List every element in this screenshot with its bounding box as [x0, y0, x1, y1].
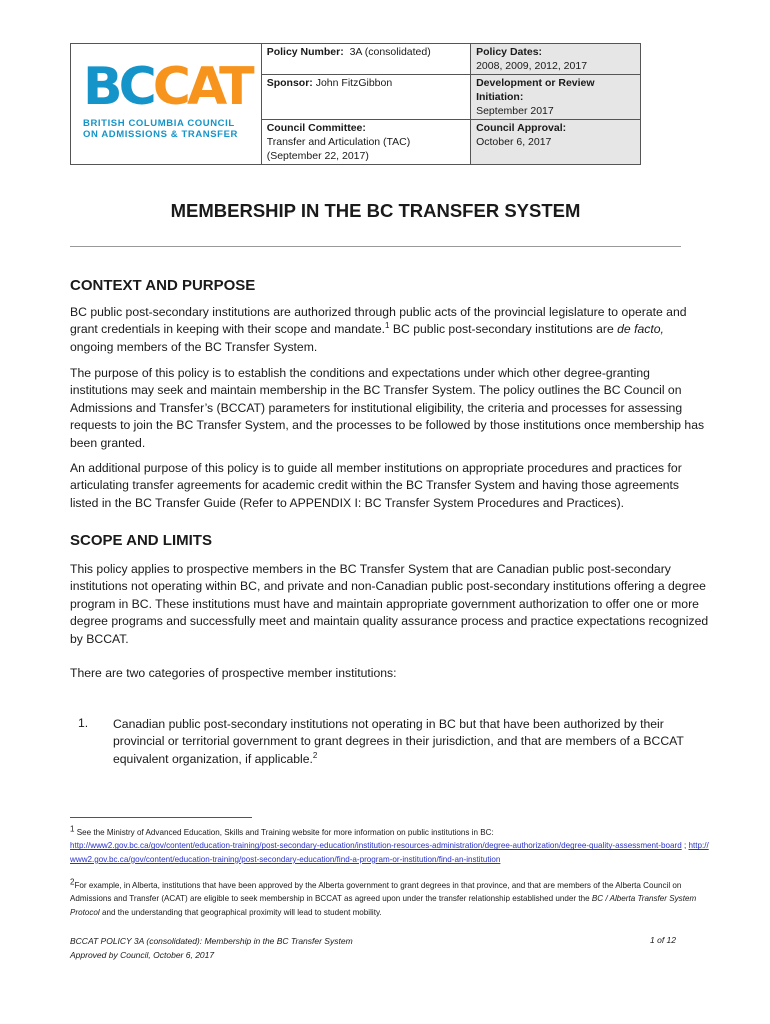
section-heading-context: CONTEXT AND PURPOSE [70, 277, 256, 294]
footnote-ref-1[interactable]: 1 [385, 321, 390, 331]
ministry-degree-authorization-link[interactable]: http://www2.gov.bc.ca/gov/content/education-training/post-secondary-education/institution-resources-administration/degree-authorization/degree-quality-assessment-board [70, 841, 682, 851]
policy-dates-value: 2008, 2009, 2012, 2017 [476, 60, 588, 72]
paragraph-text: BC public post-secondary institutions are authorized through public acts of the provincial legislature to operate and grant credentials in keeping with their scope and mandate. [70, 305, 687, 337]
context-paragraph-2: The purpose of this policy is to establish the conditions and expectations under which other degree-granting institutions may seek and maintain membership in the BC Transfer System. The policy outlines the BC Council on Admissions and Transfer’s (BCCAT) parameters for institutional eligibility, the criteria and processes for assessing requests to join the BC Transfer System, and the processes to be followed by those institutions once membership has been granted. [70, 366, 705, 450]
policy-dates-label: Policy Dates: [476, 46, 543, 58]
footnote-2 [70, 879, 710, 919]
list-item-text: Canadian public post-secondary institutions not operating in BC but that have been authorized by their provincial or territorial government to grant degrees in their jurisdiction, and that are members of a BCCAT equivalent organization, if applicable. [113, 717, 684, 766]
approval-value: October 6, 2017 [476, 136, 552, 148]
council-approval-cell [471, 120, 641, 165]
review-value: September 2017 [476, 105, 554, 117]
footnote-number: 2 [70, 877, 75, 887]
scope-paragraph-1: This policy applies to prospective members in the BC Transfer System that are Canadian public post-secondary institutions not operating within BC, and private and non-Canadian public post-secondary institutions offering a degree program in BC. These institutions must have and maintain appropriate government authorization to offer one or more degree programs and successfully meet and maintain quality assurance process and practice expectations recognized by BCCAT. [70, 562, 709, 646]
footer-policy-title: BCCAT POLICY 3A (consolidated): Membership in the BC Transfer System [70, 936, 353, 946]
footnote-text: and the understanding that geographical proximity will lead to student mobility. [99, 907, 382, 917]
footnote-divider [70, 817, 252, 818]
committee-label: Council Committee: [266, 122, 366, 134]
sponsor-cell [261, 75, 470, 120]
logo-subtitle-line1: BRITISH COLUMBIA COUNCIL [83, 118, 235, 129]
committee-date: (September 22, 2017) [266, 150, 369, 162]
list-item [113, 716, 713, 768]
paragraph-text: ongoing members of the BC Transfer System. [70, 339, 318, 354]
footnote-1 [70, 826, 710, 866]
title-divider [70, 246, 681, 247]
policy-header-table [70, 43, 641, 165]
policy-number-cell [261, 44, 470, 75]
section-heading-scope: SCOPE AND LIMITS [70, 532, 212, 549]
logo-cat-text: CAT [152, 57, 251, 117]
context-paragraph-3: An additional purpose of this policy is to guide all member institutions on appropriate procedures and practices for articulating transfer agreements for academic credit within the BC Transfer System and having those agreements listed in the BC Transfer Guide (Refer to APPENDIX I: BC Transfer System Procedures and Practices). [70, 461, 682, 510]
committee-value: Transfer and Articulation (TAC) [266, 136, 411, 148]
footnote-italic: BC / Alberta Transfer System Protocol [70, 894, 697, 917]
footnote-ref-2[interactable]: 2 [312, 750, 318, 760]
page-number: 1 of 12 [650, 935, 676, 945]
review-label: Development or Review Initiation: [476, 77, 595, 103]
logo-bc-text: BC [83, 57, 153, 117]
logo-cell [71, 44, 262, 165]
logo-subtitle-line2: ON ADMISSIONS & TRANSFER [83, 129, 238, 140]
sponsor-label: Sponsor: [266, 77, 313, 89]
context-paragraph-1 [70, 304, 710, 356]
review-initiation-cell [471, 75, 641, 120]
policy-number-label: Policy Number: [266, 46, 344, 58]
paragraph-text: BC public post-secondary institutions are [389, 322, 618, 337]
list-item-number: 1. [78, 716, 89, 730]
footer-approval: Approved by Council, October 6, 2017 [70, 949, 215, 960]
link-separator: ; [681, 841, 689, 851]
scope-paragraph-2: There are two categories of prospective member institutions: [70, 666, 397, 680]
policy-number-value: 3A (consolidated) [349, 46, 431, 58]
document-title: MEMBERSHIP IN THE BC TRANSFER SYSTEM [170, 200, 581, 221]
paragraph-italic: de facto, [617, 322, 664, 337]
find-an-institution-link[interactable]: http://www2.gov.bc.ca/gov/content/education-training/post-secondary-education/find-a-program-or-institution/find-an-institution [70, 841, 709, 864]
policy-dates-cell [471, 44, 641, 75]
sponsor-value: John FitzGibbon [315, 77, 393, 89]
page-footer [70, 935, 353, 962]
bccat-logo [83, 57, 251, 140]
footnote-text: See the Ministry of Advanced Education, Skills and Training website for more information on public institutions in BC: [76, 828, 494, 837]
approval-label: Council Approval: [476, 122, 567, 134]
footnote-text: For example, in Alberta, institutions that have been approved by the Alberta government to grant degrees in that province, and that are members of the Alberta Council on Admissions and Transfer (ACAT) are eligible to seek membership in BCCAT as agreed upon under the transfer relationship established under the [70, 881, 682, 904]
council-committee-cell [261, 120, 470, 165]
footnote-number: 1 [70, 824, 75, 834]
